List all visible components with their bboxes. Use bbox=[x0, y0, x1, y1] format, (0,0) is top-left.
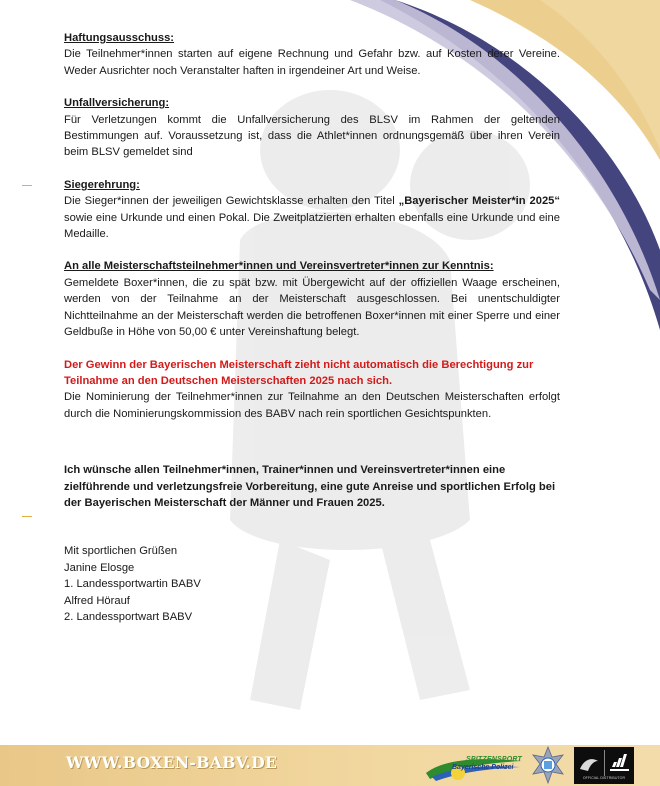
body-text: sowie eine Urkunde und einen Pokal. Die Zweitplatzierten erhalten ebenfalls eine Urkunde und eine Medaille. bbox=[64, 211, 560, 241]
qualification-warning: Der Gewinn der Bayerischen Meisterschaft zieht nicht automatisch die Berechtigung zur Teilnahme an den Deutschen Meisterschaften 2025 nach sich. bbox=[64, 358, 534, 387]
signature-block bbox=[64, 543, 560, 625]
section-body: Gemeldete Boxer*innen, die zu spät bzw. mit Übergewicht auf der offiziellen Waage erscheinen, werden von der Teilnahme an der Meisterschaft ausgeschlossen. Bei unentschuldigter Nichtteilnahme an der Meisterschaft werden die betroffenen Boxer*innen mit einer Sperre und einer Geldbuße in Höhe von 50,00 € unter Vereinshaftung belegt. bbox=[64, 276, 560, 339]
section-body: Die Nominierung der Teilnehmer*innen zur Teilnahme an den Deutschen Meisterschaften erfolgt durch die Nominierungskommission des BABV nach rein sportlichen Gesichtspunkten. bbox=[64, 391, 560, 420]
signatory-role: 1. Landessportwartin BABV bbox=[64, 578, 201, 591]
section-siegerehrung bbox=[64, 177, 560, 243]
margin-mark-upper bbox=[22, 185, 32, 186]
signatory-role: 2. Landessportwart BABV bbox=[64, 610, 193, 623]
section-unfallversicherung bbox=[64, 95, 560, 161]
section-heading: Haftungsausschuss: bbox=[64, 32, 175, 44]
title-highlight: „Bayerischer Meister*in 2025“ bbox=[398, 195, 560, 208]
margin-mark-lower bbox=[22, 516, 32, 517]
section-kenntnis bbox=[64, 258, 560, 340]
logo-subtitle: Bayerische Polizei bbox=[452, 764, 514, 771]
closing-text: Ich wünsche allen Teilnehmer*innen, Trainer*innen und Vereinsvertreter*innen eine zielführende und verletzungsfreie Vorbereitung, eine gute Anreise und sportlichen Erfolg bei der Bayerischen Meisterschaft der Männer und Frauen 2025. bbox=[64, 464, 556, 509]
section-heading: Siegerehrung: bbox=[64, 178, 140, 191]
police-star-emblem bbox=[530, 746, 566, 785]
letter-body bbox=[64, 30, 560, 625]
website-link[interactable]: WWW.BOXEN-BABV.DE bbox=[66, 753, 278, 772]
section-body: Für Verletzungen kommt die Unfallversicherung des BLSV im Rahmen der geltenden Bestimmungen auf. Voraussetzung ist, dass die Athlet*innen ordnungsgemäß über ihren Verein beim BLSV gemeldet sind bbox=[64, 113, 560, 159]
signatory-name: Janine Elosge bbox=[64, 561, 135, 574]
section-body bbox=[64, 193, 560, 242]
closing-wishes bbox=[64, 462, 560, 511]
section-nominierung bbox=[64, 357, 560, 423]
footer-banner bbox=[0, 745, 660, 786]
section-heading: An alle Meisterschaftsteilnehmer*innen und Vereinsvertreter*innen zur Kenntnis: bbox=[64, 260, 494, 273]
section-heading: Unfallversicherung: bbox=[64, 97, 170, 110]
distributor-label: OFFICIAL DISTRIBUTOR bbox=[582, 776, 626, 780]
signatory-name: Alfred Hörauf bbox=[64, 594, 130, 607]
logo-title: SPITZENSPORT bbox=[466, 756, 522, 763]
section-body: Die Teilnehmer*innen starten auf eigene Rechnung und Gefahr bzw. auf Kosten derer Vereine. Weder Ausrichter noch Veranstalter haften in irgendeiner Art und Weise. bbox=[64, 48, 560, 77]
section-haftungsausschuss bbox=[64, 30, 560, 79]
body-text: Die Sieger*innen der jeweiligen Gewichtsklasse erhalten den Titel bbox=[64, 195, 399, 208]
greeting: Mit sportlichen Grüßen bbox=[64, 545, 178, 558]
